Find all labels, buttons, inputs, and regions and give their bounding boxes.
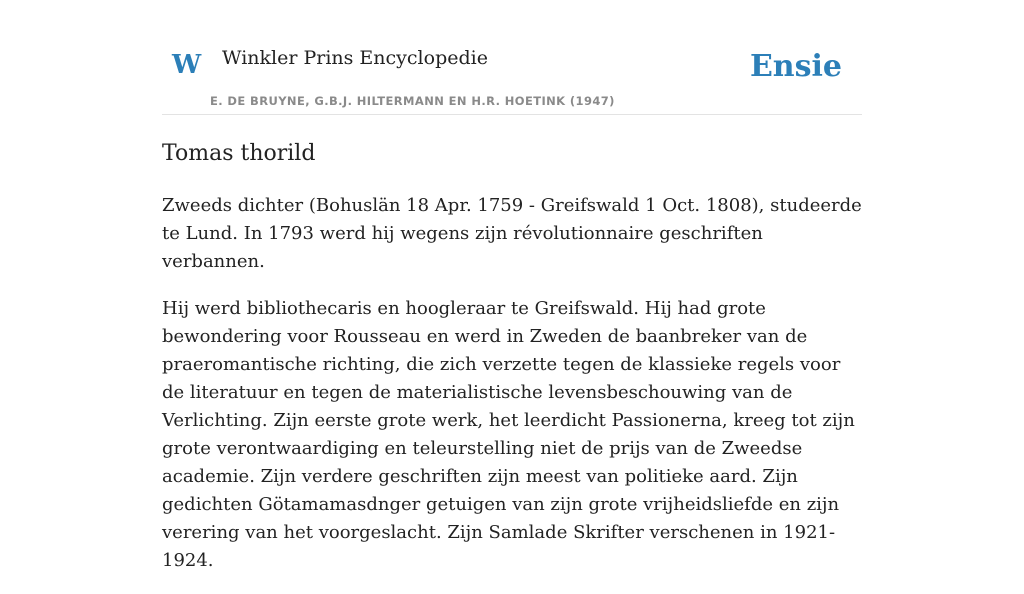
winkler-prins-logo[interactable]: W — [172, 50, 202, 80]
article-paragraph: Hij werd bibliothecaris en hoogleraar te Greifswald. Hij had grote bewondering voor Rousseau en werd in Zweden de baanbreker van de praeromantische richting, die zich verzette tegen de klassieke regels voor de literatuur en tegen de materialistische levensbeschouwing van de Verlichting. Zijn eerste grote werk, het leerdicht Passionerna, kreeg tot zijn grote verontwaardiging en teleurstelling niet de prijs van de Zweedse academie. Zijn verdere geschriften zijn meest van politieke aard. Zijn gedichten Götamamasdnger getuigen van zijn grote vrijheidsliefde en zijn verering van het voorgeslacht. Zijn Samlade Skrifter verschenen in 1921-1924. — [162, 298, 855, 571]
article-paragraph: Zweeds dichter (Bohuslän 18 Apr. 1759 - Greifswald 1 Oct. 1808), studeerde te Lund. In 1793 werd hij wegens zijn révolutionnaire geschriften verbannen. — [162, 195, 862, 272]
encyclopedia-authors: E. DE BRUYNE, G.B.J. HILTERMANN EN H.R. HOETINK (1947) — [210, 94, 615, 108]
article-body — [162, 192, 862, 594]
ensie-logo[interactable]: Ensie — [749, 49, 842, 84]
encyclopedia-title[interactable]: Winkler Prins Encyclopedie — [222, 47, 488, 69]
site-header — [162, 0, 862, 115]
page-title: Tomas thorild — [162, 141, 316, 166]
